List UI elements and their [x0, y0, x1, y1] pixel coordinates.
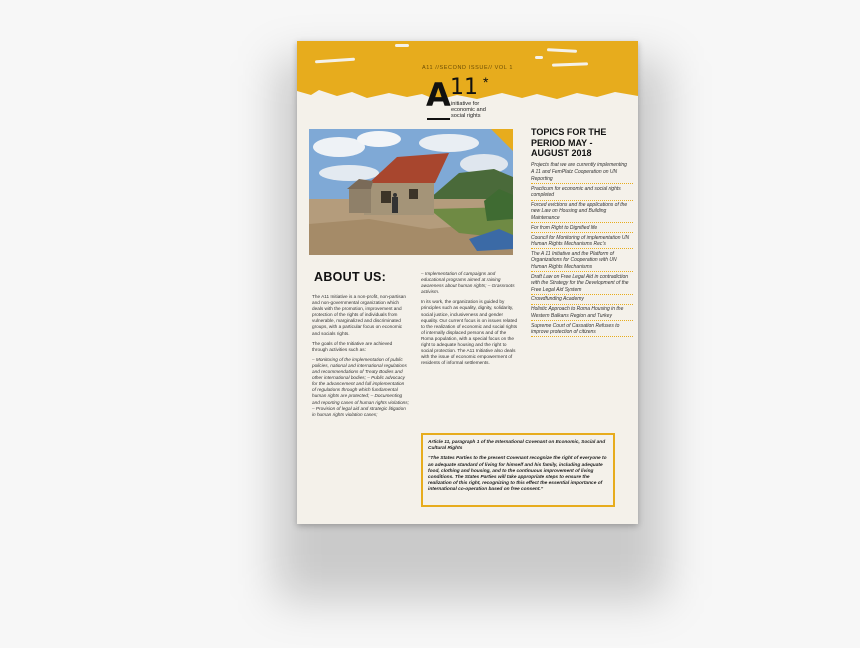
- newsletter-page: [297, 41, 638, 524]
- topic-item: Crowdfunding Academy: [531, 296, 633, 304]
- topic-item: A 11 and FemPlatz Cooperation on UN Reporting: [531, 169, 633, 184]
- quote-text: “The States Parties to the present Covenant recognize the right of everyone to an adequate standard of living for himself and his family, including adequate food, clothing and housing, and to the continuous improvement of living conditions. The States Parties will take appropriate steps to ensure the realization of this right, recognizing to this effect the essential importance of international co-operation based on free consent.”: [428, 456, 607, 493]
- brush-splatter: [395, 44, 409, 47]
- logo-tagline: initiative for economic and social rights: [451, 101, 486, 120]
- issue-line: A11 //SECOND ISSUE// VOL 1: [421, 65, 514, 71]
- village-house-photo: [309, 129, 513, 255]
- topic-item: Draft Law on Free Legal Aid in contradiction with the Strategy for the Development of the Free Legal Aid System: [531, 274, 633, 295]
- logo-underline: [427, 118, 450, 120]
- activities-list: – Monitoring of the implementation of public policies, national and international regulations and recommendations of Treaty Bodies and other international bodies; – Public advocacy for the advancement and full implementation of regulations through which fundamental human rights are protected; – Documenting and reporting cases of human rights violations; – Provision of legal aid and strategic litigation in human rights violation cases;: [312, 356, 409, 417]
- about-paragraph: In its work, the organization is guided by principles such as equality, dignity, solidarity, social justice, inclusiveness and gender equality. Our current focus is on issues related to the realization of economic and social rights of internally displaced persons and of the Roma population, with a special focus on the right to adequate housing and the right to social protection. The A11 Initiative also deals with the issue of economic empowerment of residents of informal settlements.: [421, 299, 518, 366]
- topic-item: Forced evictions and the applications of the new Law on Housing and Building Maintenance: [531, 202, 633, 223]
- topics-heading: TOPICS FOR THE PERIOD MAY - AUGUST 2018: [531, 127, 607, 158]
- about-paragraph: The goals of the Initiative are achieved through activities such as:: [312, 340, 393, 352]
- activities-list-continued: – Implementation of campaigns and educational programs aimed at raising awareness about human rights; – Grassroots activism.: [421, 271, 515, 295]
- about-middle-column: [421, 271, 518, 370]
- topic-item: Council for Monitoring of implementation UN Human Rights Mechanisms Rec's: [531, 235, 633, 250]
- topic-item: Holistic Approach to Roma Housing in the Western Balkans Region and Turkey: [531, 306, 633, 321]
- quote-title: Article 11, paragraph 1 of the International Covenant on Economic, Social and Cultural Rights: [428, 440, 606, 452]
- brush-splatter: [535, 56, 543, 59]
- logo-letter: A: [426, 76, 451, 114]
- topic-item: Projects that we are currently implementing: [531, 162, 627, 168]
- covenant-quote-box: [421, 433, 615, 507]
- about-heading: ABOUT US:: [314, 270, 387, 284]
- topic-item: For from Right to Dignified life: [531, 225, 633, 233]
- photo-corner-fold: [491, 129, 513, 151]
- logo-star: *: [483, 74, 489, 90]
- about-paragraph: The A11 Initiative is a non-profit, non-partisan and non-governmental organization which deals with the promotion, improvement and protection of the rights of individuals from vulnerable, marginalized and discriminated groups, with a particular focus on economic and socials rights.: [312, 294, 406, 336]
- topic-item: The A 11 Initiative and the Platform of Organizations for Cooperation with UN Human Rights Mechanisms: [531, 251, 633, 272]
- topics-list: [531, 162, 633, 339]
- logo-number: 11: [450, 75, 478, 100]
- topic-item: Supreme Court of Cassation Refuses to improve protection of citizens: [531, 323, 633, 338]
- about-left-column: [312, 294, 409, 422]
- topic-item: Practicum for economic and social rights completed: [531, 186, 633, 201]
